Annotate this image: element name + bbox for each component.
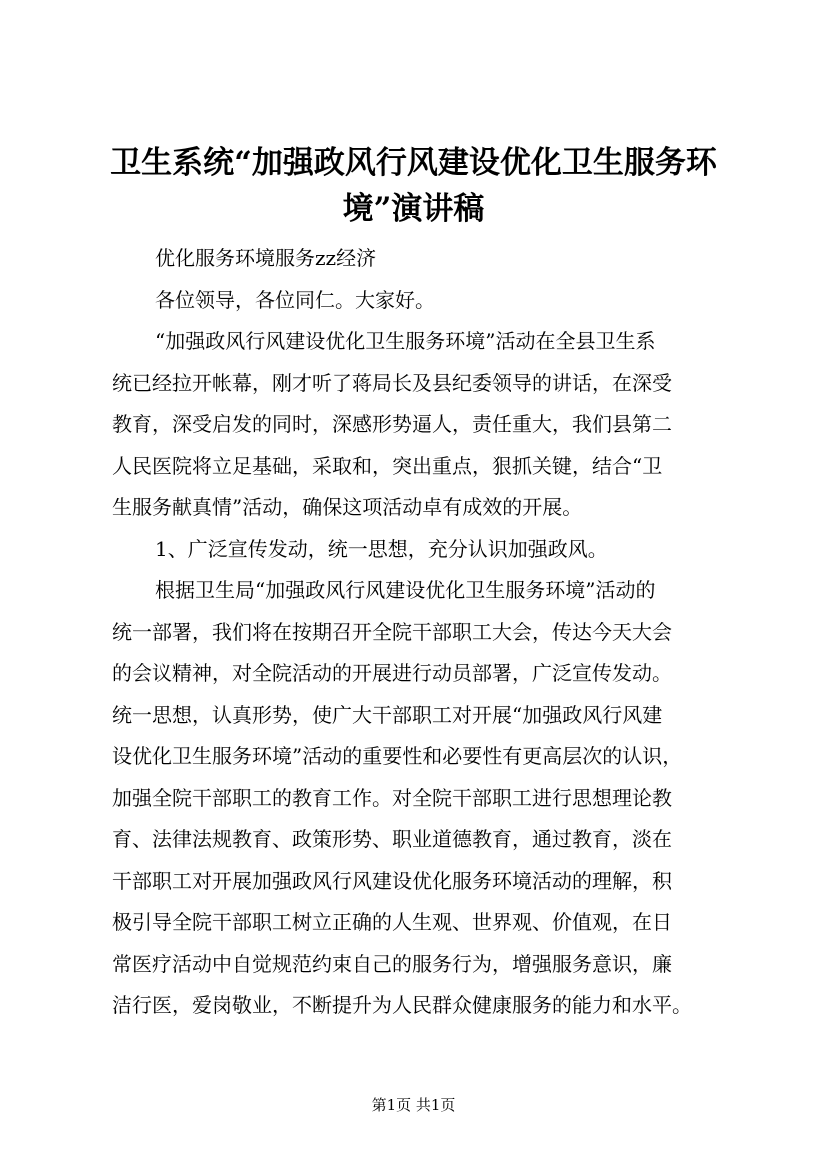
subtitle-line: 优化服务环境服务zz经济 bbox=[155, 246, 377, 270]
paragraph-line: 育、法律法规教育、政策形势、职业道德教育，通过教育，淡在 bbox=[112, 827, 672, 851]
paragraph-line: 设优化卫生服务环境”活动的重要性和必要性有更高层次的认识， bbox=[112, 744, 683, 768]
paragraph-line: 干部职工对开展加强政风行风建设优化服务环境活动的理解，积 bbox=[112, 868, 672, 893]
page-number-footer: 第1页 共1页 bbox=[371, 1096, 456, 1114]
paragraph-line: 极引导全院干部职工树立正确的人生观、世界观、价值观，在日 bbox=[112, 910, 672, 934]
paragraph-line: 生服务献真情”活动，确保这项活动卓有成效的开展。 bbox=[112, 495, 583, 519]
paragraph-line: 常医疗活动中自觉规范约束自己的服务行为，增强服务意识，廉 bbox=[112, 951, 672, 976]
paragraph-line: 统一部署，我们将在按期召开全院干部职工大会，传达今天大会 bbox=[112, 619, 672, 644]
paragraph-line: 洁行医，爱岗敬业，不断提升为人民群众健康服务的能力和水平。 bbox=[112, 993, 692, 1017]
paragraph-line: 的会议精神，对全院活动的开展进行动员部署，广泛宣传发动。 bbox=[112, 661, 672, 685]
document-title bbox=[100, 140, 727, 232]
title-line-1: 卫生系统“加强政风行风建设优化卫生服务环 bbox=[110, 145, 717, 181]
title-line-2: 境”演讲稿 bbox=[342, 191, 485, 227]
document-body bbox=[112, 238, 752, 1027]
paragraph-line: 加强全院干部职工的教育工作。对全院干部职工进行思想理论教 bbox=[112, 785, 672, 810]
paragraph-line: 人民医院将立足基础，采取和，突出重点，狠抓关键，结合“卫 bbox=[112, 453, 663, 478]
greeting-line: 各位领导，各位同仁。大家好。 bbox=[155, 287, 435, 312]
paragraph-line: 教育，深受启发的同时，深感形势逼人，责任重大，我们县第二 bbox=[112, 412, 672, 436]
paragraph-line: “加强政风行风建设优化卫生服务环境”活动在全县卫生系 bbox=[155, 329, 656, 353]
paragraph-line: 统已经拉开帐幕，刚才听了蒋局长及县纪委领导的讲话，在深受 bbox=[112, 370, 672, 395]
paragraph-line: 统一思想，认真形势，使广大干部职工对开展“加强政风行风建 bbox=[112, 702, 663, 727]
paragraph-line: 根据卫生局“加强政风行风建设优化卫生服务环境”活动的 bbox=[155, 578, 656, 602]
section-heading: 1、广泛宣传发动，统一思想，充分认识加强政风。 bbox=[155, 536, 608, 561]
